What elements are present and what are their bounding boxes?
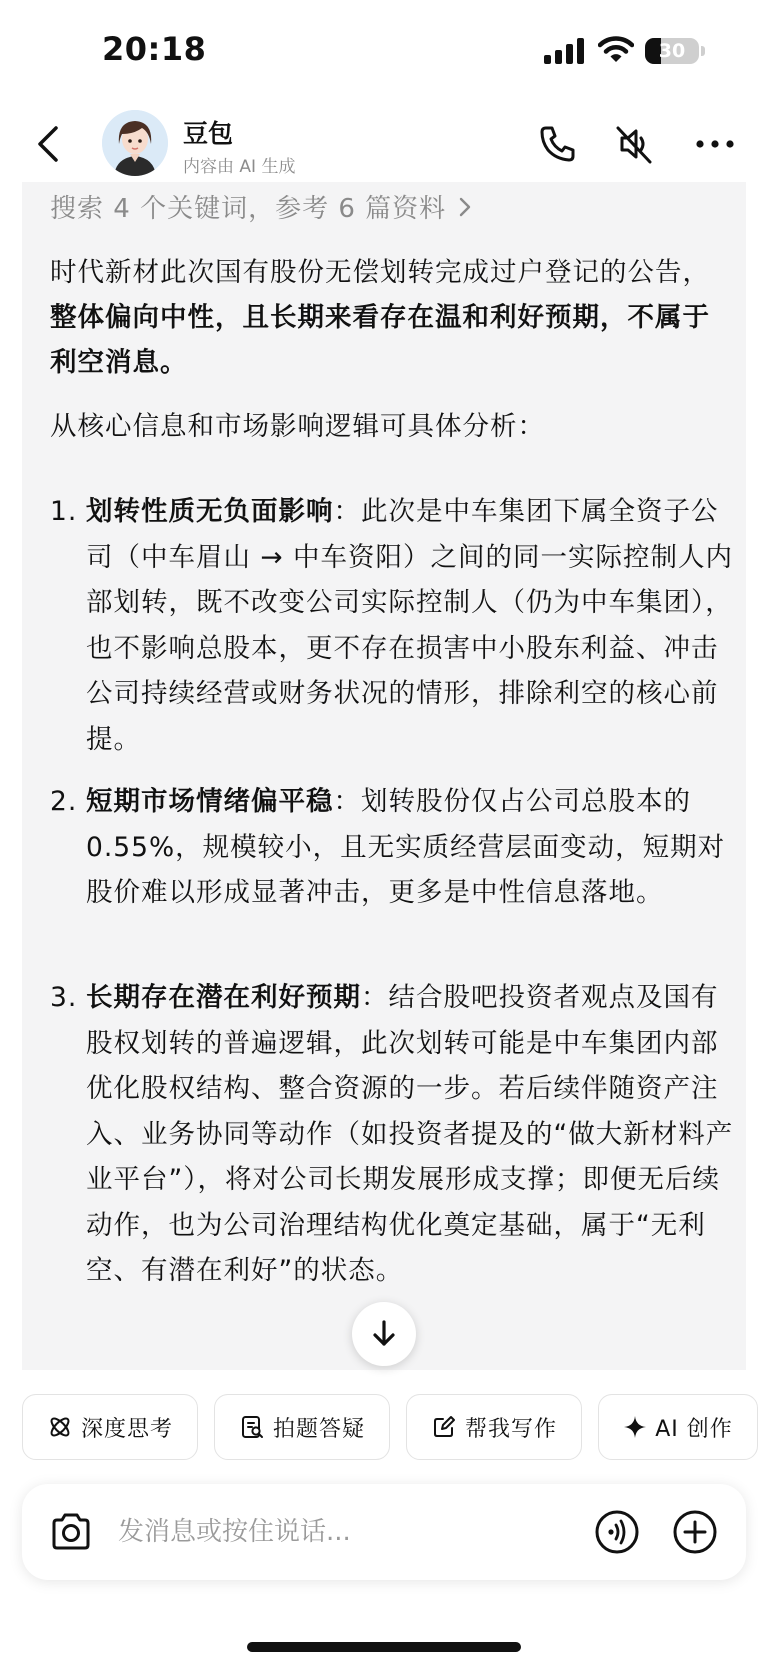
message-lead: 从核心信息和市场影响逻辑可具体分析： bbox=[50, 411, 545, 442]
intro-normal-text: 时代新材此次国有股份无偿划转完成过户登记的公告， bbox=[50, 257, 710, 288]
arrow-down-icon bbox=[370, 1319, 398, 1349]
more-button[interactable] bbox=[690, 122, 740, 166]
phone-icon bbox=[536, 122, 580, 166]
mute-button[interactable] bbox=[612, 122, 656, 166]
chevron-right-icon bbox=[458, 195, 472, 219]
scan-question-icon bbox=[239, 1414, 265, 1440]
quick-actions-bar bbox=[0, 1394, 768, 1462]
chat-header bbox=[0, 100, 768, 188]
voice-wave-icon bbox=[594, 1509, 640, 1555]
avatar[interactable] bbox=[102, 110, 168, 176]
list-number: 2. bbox=[50, 786, 78, 817]
list-item bbox=[50, 975, 740, 1294]
list-number: 1. bbox=[50, 496, 78, 527]
scroll-to-bottom-button[interactable] bbox=[352, 1302, 416, 1366]
contact-name: 豆包 bbox=[183, 119, 234, 148]
edit-icon bbox=[431, 1414, 457, 1440]
voice-call-button[interactable] bbox=[594, 1509, 640, 1555]
camera-button[interactable] bbox=[48, 1510, 94, 1554]
ai-generated-notice: 内容由 AI 生成 bbox=[183, 157, 296, 177]
list-item-title: 短期市场情绪偏平稳 bbox=[86, 786, 334, 817]
battery-indicator bbox=[645, 38, 699, 64]
deep-think-label: 深度思考 bbox=[80, 1416, 173, 1442]
photo-question-button[interactable] bbox=[214, 1394, 390, 1460]
search-summary-link[interactable] bbox=[50, 188, 472, 225]
deep-think-button[interactable] bbox=[22, 1394, 198, 1460]
search-summary-text: 搜索 4 个关键词，参考 6 篇资料 bbox=[50, 194, 447, 224]
back-button[interactable] bbox=[28, 118, 72, 170]
battery-tip bbox=[701, 46, 705, 56]
status-time: 20:18 bbox=[102, 30, 207, 68]
chevron-left-icon bbox=[28, 118, 72, 170]
intro-bold-text: 整体偏向中性，且长期来看存在温和利好预期，不属于利空消息。 bbox=[50, 302, 710, 378]
assistant-avatar-icon bbox=[102, 110, 168, 176]
photo-question-label: 拍题答疑 bbox=[272, 1416, 365, 1442]
list-item-title: 划转性质无负面影响 bbox=[86, 496, 334, 527]
ai-create-button[interactable] bbox=[598, 1394, 758, 1460]
write-label: 帮我写作 bbox=[464, 1416, 557, 1442]
home-indicator bbox=[247, 1642, 521, 1652]
list-item-text: ：此次是中车集团下属全资子公司（中车眉山 → 中车资阳）之间的同一实际控制人内部划转，既不改变公司实际控制人（仍为中车集团），也不影响总股本，更不存在损害中小股东利益、冲击公司持续经营或财务状况的情形，排除利空的核心前提。 bbox=[86, 496, 734, 755]
speaker-off-icon bbox=[612, 122, 656, 166]
message-intro bbox=[50, 250, 730, 385]
list-item-title: 长期存在潜在利好预期 bbox=[86, 982, 361, 1013]
call-button[interactable] bbox=[536, 122, 580, 166]
list-item-text: ：结合股吧投资者观点及国有股权划转的普遍逻辑，此次划转可能是中车集团内部优化股权结构、整合资源的一步。若后续伴随资产注入、业务协同等动作（如投资者提及的“做大新材料产业平台”），将对公司长期发展形成支撑；即便无后续动作，也为公司治理结构优化奠定基础，属于“无利空、有潜在利好”的状态。 bbox=[86, 982, 734, 1286]
message-input[interactable] bbox=[118, 1508, 538, 1556]
assistant-message bbox=[22, 182, 746, 1370]
message-composer bbox=[22, 1484, 746, 1580]
list-number: 3. bbox=[50, 982, 78, 1013]
list-item-text: ：划转股份仅占公司总股本的0.55%，规模较小，且无实质经营层面变动，短期对股价难以形成显著冲击，更多是中性信息落地。 bbox=[86, 786, 726, 908]
sparkle-icon bbox=[623, 1415, 647, 1439]
battery-level: 30 bbox=[658, 40, 686, 62]
status-bar bbox=[0, 0, 768, 100]
atom-icon bbox=[47, 1414, 73, 1440]
write-button[interactable] bbox=[406, 1394, 582, 1460]
camera-icon bbox=[48, 1510, 94, 1554]
plus-circle-icon bbox=[672, 1509, 718, 1555]
cellular-signal-icon bbox=[544, 38, 586, 64]
add-attachment-button[interactable] bbox=[672, 1509, 718, 1555]
list-item bbox=[50, 489, 740, 762]
ai-create-label: AI 创作 bbox=[655, 1416, 733, 1442]
wifi-icon bbox=[598, 36, 634, 64]
list-item bbox=[50, 779, 740, 916]
more-icon bbox=[690, 122, 740, 166]
